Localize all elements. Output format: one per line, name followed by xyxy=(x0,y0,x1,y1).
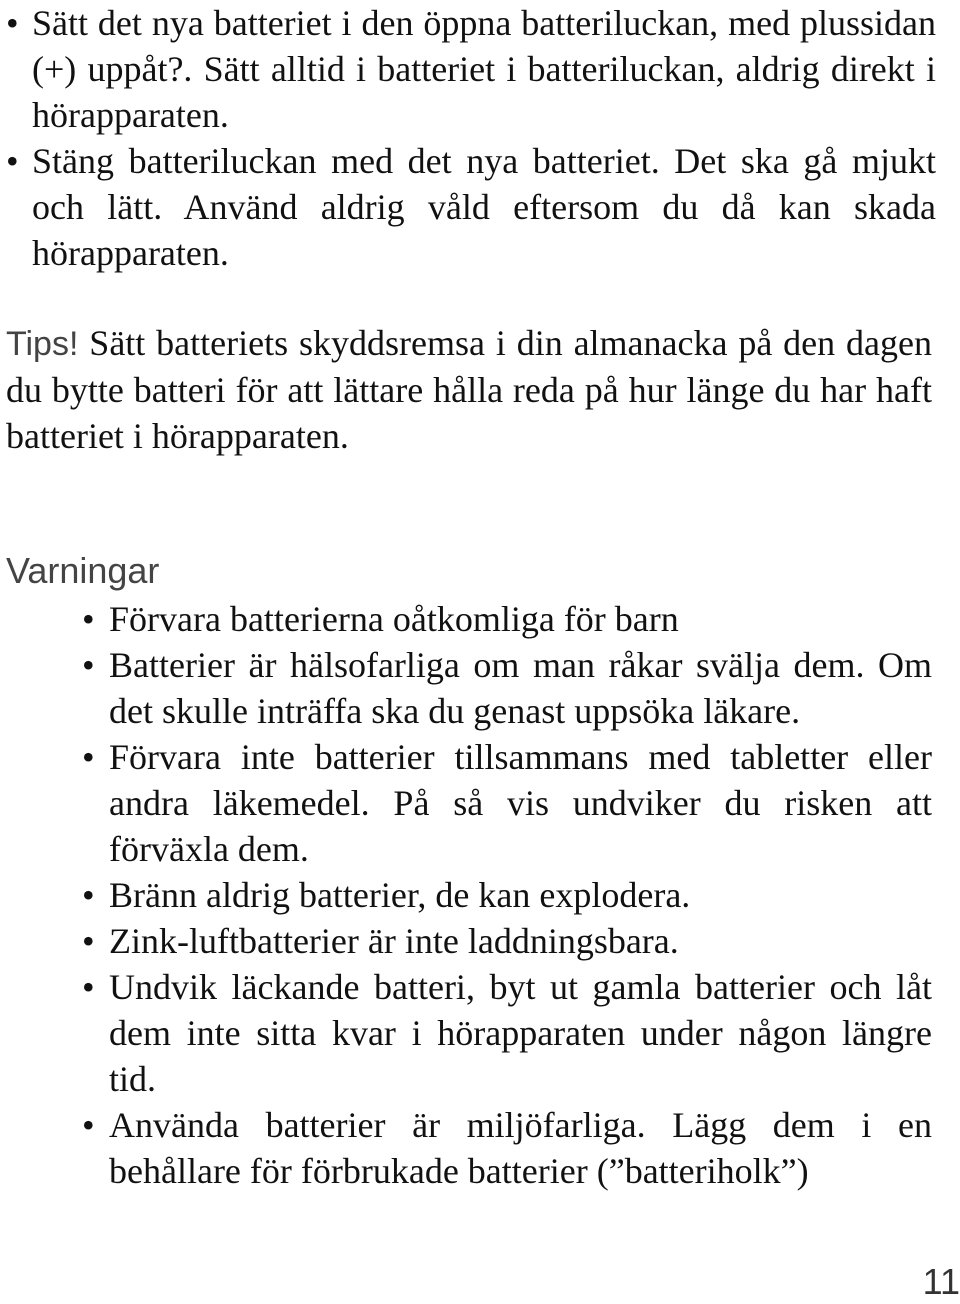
list-item xyxy=(82,872,932,918)
bullet-icon: • xyxy=(82,921,95,961)
warnings-list xyxy=(82,596,932,1194)
list-item xyxy=(82,964,932,1102)
list-item-text: Förvara batterierna oåtkomliga för barn xyxy=(109,599,679,639)
list-item-text: Sätt det nya batteriet i den öppna batteriluckan, med plussidan (+) uppåt?. Sätt alltid i batteriet i batteriluckan, aldrig direkt i hörapparaten. xyxy=(32,3,936,135)
list-item-text: Stäng batteriluckan med det nya batteriet. Det ska gå mjukt och lätt. Använd aldrig våld eftersom du då kan skada hörapparaten. xyxy=(32,141,936,273)
list-item xyxy=(82,734,932,872)
list-item xyxy=(6,138,936,276)
list-item xyxy=(82,1102,932,1194)
list-item xyxy=(6,0,936,138)
list-item-text: Zink-luftbatterier är inte laddningsbara. xyxy=(109,921,679,961)
tips-text: Sätt batteriets skyddsremsa i din almanacka på den dagen du bytte batteri för att lättare hålla reda på hur länge du har haft batteriet i hörapparaten. xyxy=(6,323,932,456)
tips-label: Tips! xyxy=(6,325,79,363)
bullet-icon: • xyxy=(6,3,19,43)
list-item-text: Batterier är hälsofarliga om man råkar svälja dem. Om det skulle inträffa ska du genast uppsöka läkare. xyxy=(109,645,932,731)
bullet-icon: • xyxy=(6,141,19,181)
bullet-icon: • xyxy=(82,645,95,685)
list-item-text: Använda batterier är miljöfarliga. Lägg dem i en behållare för förbrukade batterier (”batteriholk”) xyxy=(109,1105,932,1191)
bullet-icon: • xyxy=(82,1105,95,1145)
bullet-icon: • xyxy=(82,599,95,639)
bullet-icon: • xyxy=(82,875,95,915)
list-item xyxy=(82,642,932,734)
tips-paragraph xyxy=(6,320,932,459)
list-item-text: Undvik läckande batteri, byt ut gamla batterier och låt dem inte sitta kvar i hörapparaten under någon längre tid. xyxy=(109,967,932,1099)
list-item xyxy=(82,596,932,642)
list-item-text: Bränn aldrig batterier, de kan explodera. xyxy=(109,875,691,915)
page-number: 11 xyxy=(922,1261,960,1302)
list-item-text: Förvara inte batterier tillsammans med tabletter eller andra läkemedel. På så vis undviker du risken att förväxla dem. xyxy=(109,737,932,869)
intro-bullet-list xyxy=(6,0,936,276)
bullet-icon: • xyxy=(82,967,95,1007)
list-item xyxy=(82,918,932,964)
bullet-icon: • xyxy=(82,737,95,777)
warnings-heading: Varningar xyxy=(6,550,160,591)
